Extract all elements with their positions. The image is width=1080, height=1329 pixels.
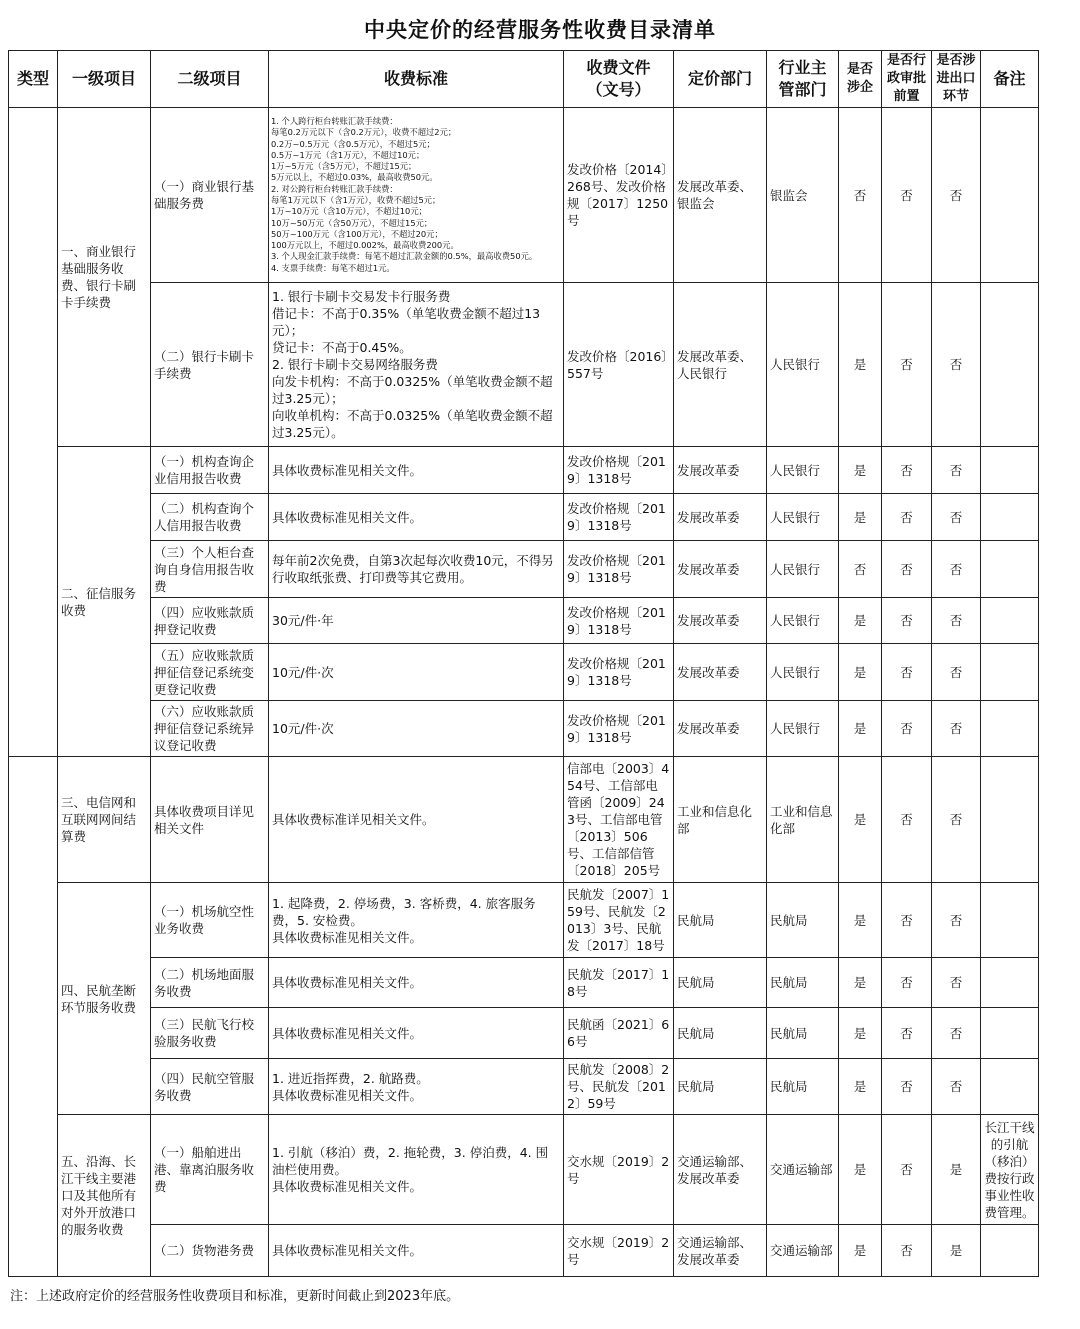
industry-dept-cell: 民航局 [767, 1008, 839, 1059]
import-export-cell: 否 [932, 757, 981, 883]
remark-cell [981, 494, 1039, 541]
import-export-cell: 否 [932, 1059, 981, 1115]
pricing-dept-cell: 民航局 [674, 1008, 767, 1059]
level1-cell: 一、商业银行基础服务收费、银行卡刷卡手续费 [58, 108, 151, 447]
enterprise-cell: 是 [839, 757, 882, 883]
document-cell: 信部电〔2003〕454号、工信部电管函〔2009〕243号、工信部电管〔2013〕506号、工信部信管〔2018〕205号 [564, 757, 674, 883]
approval-cell: 否 [882, 701, 932, 757]
pricing-dept-cell: 发展改革委 [674, 598, 767, 644]
table-row [9, 644, 1039, 701]
level2-cell: （一）商业银行基础服务费 [151, 108, 269, 283]
industry-dept-cell: 交通运输部 [767, 1115, 839, 1225]
table-row [9, 494, 1039, 541]
document-cell: 发改价格规〔2019〕1318号 [564, 644, 674, 701]
level2-cell: （二）机构查询个人信用报告收费 [151, 494, 269, 541]
header-pricing-dept: 定价部门 [674, 51, 767, 108]
table-row [9, 598, 1039, 644]
approval-cell: 否 [882, 1059, 932, 1115]
standard-cell: 每年前2次免费，自第3次起每次收费10元，不得另行收取纸张费、打印费等其它费用。 [269, 541, 564, 598]
standard-cell: 具体收费标准详见相关文件。 [269, 757, 564, 883]
enterprise-cell: 是 [839, 1008, 882, 1059]
industry-dept-cell: 人民银行 [767, 283, 839, 447]
level2-cell: （四）应收账款质押登记收费 [151, 598, 269, 644]
import-export-cell: 否 [932, 1008, 981, 1059]
pricing-dept-cell: 发展改革委 [674, 447, 767, 494]
pricing-dept-cell: 发展改革委、人民银行 [674, 283, 767, 447]
import-export-cell: 否 [932, 701, 981, 757]
industry-dept-cell: 人民银行 [767, 494, 839, 541]
enterprise-cell: 是 [839, 958, 882, 1008]
remark-cell [981, 883, 1039, 958]
header-industry-dept: 行业主 管部门 [767, 51, 839, 108]
enterprise-cell: 是 [839, 283, 882, 447]
standard-cell: 10元/件·次 [269, 701, 564, 757]
enterprise-cell: 是 [839, 883, 882, 958]
table-row [9, 701, 1039, 757]
standard-cell: 具体收费标准见相关文件。 [269, 447, 564, 494]
level2-cell: （二）货物港务费 [151, 1225, 269, 1277]
approval-cell: 否 [882, 447, 932, 494]
remark-cell [981, 1225, 1039, 1277]
level2-cell: （一）机场航空性业务收费 [151, 883, 269, 958]
document-cell: 发改价格〔2014〕268号、发改价格规〔2017〕1250号 [564, 108, 674, 283]
page-title: 中央定价的经营服务性收费目录清单 [364, 18, 716, 42]
standard-cell: 1. 个人跨行柜台转账汇款手续费： 每笔0.2万元以下（含0.2万元），收费不超过2元； 0.2万~0.5万元（含0.5万元），不超过5元； 0.5万~1万元（含1万元），不超过10元； 1万~5万元（含5万元），不超过15元； 5万元以上，不超过0.03%，最高收费50元。 2. 对公跨行柜台转账汇款手续费： 每笔1万元以下（含1万元），收费不超过5元； 1万~10万元（含10万元），不超过10元； 10万~50万元（含50万元），不超过15元； 50万~100万元（含100万元），不超过20元； 100万元以上，不超过0.002%，最高收费200元。 3. 个人现金汇款手续费：每笔不超过汇款金额的0.5%，最高收费50元。 4. 支票手续费：每笔不超过1元。 [269, 108, 564, 283]
industry-dept-cell: 交通运输部 [767, 1225, 839, 1277]
approval-cell: 否 [882, 108, 932, 283]
enterprise-cell: 否 [839, 541, 882, 598]
document-cell: 民航发〔2007〕159号、民航发〔2013〕3号、民航发〔2017〕18号 [564, 883, 674, 958]
level2-cell: （六）应收账款质押征信登记系统异议登记收费 [151, 701, 269, 757]
table-row [9, 1115, 1039, 1225]
table-row [9, 447, 1039, 494]
standard-cell: 具体收费标准见相关文件。 [269, 1225, 564, 1277]
enterprise-cell: 是 [839, 1115, 882, 1225]
remark-cell [981, 644, 1039, 701]
remark-cell [981, 1008, 1039, 1059]
level1-cell: 五、沿海、长江干线主要港口及其他所有对外开放港口的服务收费 [58, 1115, 151, 1277]
header-approval: 是否行 政审批 前置 [882, 51, 932, 108]
header-standard: 收费标准 [269, 51, 564, 108]
pricing-dept-cell: 发展改革委 [674, 494, 767, 541]
approval-cell: 否 [882, 958, 932, 1008]
enterprise-cell: 是 [839, 644, 882, 701]
level2-cell: （四）民航空管服务收费 [151, 1059, 269, 1115]
level2-cell: 具体收费项目详见相关文件 [151, 757, 269, 883]
remark-cell [981, 108, 1039, 283]
document-cell: 民航发〔2017〕18号 [564, 958, 674, 1008]
table-row [9, 1225, 1039, 1277]
industry-dept-cell: 工业和信息化部 [767, 757, 839, 883]
industry-dept-cell: 银监会 [767, 108, 839, 283]
header-row [9, 51, 1039, 108]
enterprise-cell: 是 [839, 447, 882, 494]
document-cell: 发改价格〔2016〕557号 [564, 283, 674, 447]
standard-cell: 10元/件·次 [269, 644, 564, 701]
industry-dept-cell: 民航局 [767, 1059, 839, 1115]
import-export-cell: 是 [932, 1225, 981, 1277]
pricing-dept-cell: 发展改革委 [674, 541, 767, 598]
approval-cell: 否 [882, 757, 932, 883]
level2-cell: （二）机场地面服务收费 [151, 958, 269, 1008]
industry-dept-cell: 人民银行 [767, 447, 839, 494]
pricing-dept-cell: 交通运输部、发展改革委 [674, 1225, 767, 1277]
enterprise-cell: 是 [839, 701, 882, 757]
header-import-export: 是否涉 进出口 环节 [932, 51, 981, 108]
header-type: 类型 [9, 51, 58, 108]
type-cell [9, 108, 58, 757]
remark-cell: 长江干线的引航（移泊）费按行政事业性收费管理。 [981, 1115, 1039, 1225]
standard-cell: 具体收费标准见相关文件。 [269, 958, 564, 1008]
remark-cell [981, 283, 1039, 447]
remark-cell [981, 757, 1039, 883]
industry-dept-cell: 人民银行 [767, 598, 839, 644]
table-row [9, 883, 1039, 958]
import-export-cell: 否 [932, 883, 981, 958]
level1-cell: 二、征信服务收费 [58, 447, 151, 757]
header-level2: 二级项目 [151, 51, 269, 108]
remark-cell [981, 701, 1039, 757]
import-export-cell: 否 [932, 494, 981, 541]
pricing-dept-cell: 民航局 [674, 958, 767, 1008]
pricing-dept-cell: 交通运输部、发展改革委 [674, 1115, 767, 1225]
remark-cell [981, 1059, 1039, 1115]
level1-cell: 四、民航垄断环节服务收费 [58, 883, 151, 1115]
enterprise-cell: 是 [839, 494, 882, 541]
remark-cell [981, 958, 1039, 1008]
enterprise-cell: 否 [839, 108, 882, 283]
document-cell: 民航发〔2008〕2号、民航发〔2012〕59号 [564, 1059, 674, 1115]
industry-dept-cell: 民航局 [767, 883, 839, 958]
type-cell [9, 757, 58, 1277]
approval-cell: 否 [882, 598, 932, 644]
standard-cell: 1. 银行卡刷卡交易发卡行服务费 借记卡：不高于0.35%（单笔收费金额不超过13元）； 贷记卡：不高于0.45%。 2. 银行卡刷卡交易网络服务费 向发卡机构：不高于0.0325%（单笔收费金额不超过3.25元）； 向收单机构：不高于0.0325%（单笔收费金额不超过3.25元）。 [269, 283, 564, 447]
table-row [9, 283, 1039, 447]
import-export-cell: 否 [932, 283, 981, 447]
table-row [9, 1008, 1039, 1059]
pricing-dept-cell: 发展改革委 [674, 701, 767, 757]
standard-cell: 30元/件·年 [269, 598, 564, 644]
import-export-cell: 否 [932, 541, 981, 598]
pricing-dept-cell: 民航局 [674, 1059, 767, 1115]
level2-cell: （二）银行卡刷卡手续费 [151, 283, 269, 447]
enterprise-cell: 是 [839, 598, 882, 644]
enterprise-cell: 是 [839, 1225, 882, 1277]
header-document: 收费文件 （文号） [564, 51, 674, 108]
approval-cell: 否 [882, 1225, 932, 1277]
import-export-cell: 否 [932, 958, 981, 1008]
import-export-cell: 否 [932, 108, 981, 283]
remark-cell [981, 447, 1039, 494]
level2-cell: （三）个人柜台查询自身信用报告收费 [151, 541, 269, 598]
pricing-dept-cell: 发展改革委 [674, 644, 767, 701]
pricing-dept-cell: 发展改革委、银监会 [674, 108, 767, 283]
approval-cell: 否 [882, 541, 932, 598]
level2-cell: （五）应收账款质押征信登记系统变更登记收费 [151, 644, 269, 701]
import-export-cell: 是 [932, 1115, 981, 1225]
table-row [9, 1059, 1039, 1115]
import-export-cell: 否 [932, 644, 981, 701]
import-export-cell: 否 [932, 598, 981, 644]
pricing-dept-cell: 工业和信息化部 [674, 757, 767, 883]
standard-cell: 1. 起降费，2. 停场费，3. 客桥费，4. 旅客服务费，5. 安检费。 具体收费标准见相关文件。 [269, 883, 564, 958]
level2-cell: （三）民航飞行校验服务收费 [151, 1008, 269, 1059]
standard-cell: 1. 进近指挥费，2. 航路费。 具体收费标准见相关文件。 [269, 1059, 564, 1115]
table-row [9, 108, 1039, 283]
document-cell: 发改价格规〔2019〕1318号 [564, 447, 674, 494]
approval-cell: 否 [882, 644, 932, 701]
pricing-dept-cell: 民航局 [674, 883, 767, 958]
approval-cell: 否 [882, 1115, 932, 1225]
enterprise-cell: 是 [839, 1059, 882, 1115]
level1-cell: 三、电信网和互联网网间结算费 [58, 757, 151, 883]
approval-cell: 否 [882, 283, 932, 447]
header-remark: 备注 [981, 51, 1039, 108]
standard-cell: 具体收费标准见相关文件。 [269, 494, 564, 541]
industry-dept-cell: 民航局 [767, 958, 839, 1008]
table-row [9, 958, 1039, 1008]
level2-cell: （一）机构查询企业信用报告收费 [151, 447, 269, 494]
document-cell: 发改价格规〔2019〕1318号 [564, 598, 674, 644]
document-cell: 交水规〔2019〕2号 [564, 1115, 674, 1225]
remark-cell [981, 541, 1039, 598]
document-cell: 民航函〔2021〕66号 [564, 1008, 674, 1059]
approval-cell: 否 [882, 1008, 932, 1059]
table-row [9, 757, 1039, 883]
approval-cell: 否 [882, 883, 932, 958]
industry-dept-cell: 人民银行 [767, 701, 839, 757]
level2-cell: （一）船舶进出港、靠离泊服务收费 [151, 1115, 269, 1225]
remark-cell [981, 598, 1039, 644]
standard-cell: 具体收费标准见相关文件。 [269, 1008, 564, 1059]
import-export-cell: 否 [932, 447, 981, 494]
header-enterprise: 是否 涉企 [839, 51, 882, 108]
approval-cell: 否 [882, 494, 932, 541]
standard-cell: 1. 引航（移泊）费，2. 拖轮费，3. 停泊费，4. 围油栏使用费。 具体收费标准见相关文件。 [269, 1115, 564, 1225]
document-cell: 交水规〔2019〕2号 [564, 1225, 674, 1277]
industry-dept-cell: 人民银行 [767, 541, 839, 598]
header-level1: 一级项目 [58, 51, 151, 108]
industry-dept-cell: 人民银行 [767, 644, 839, 701]
footnote: 注：上述政府定价的经营服务性收费项目和标准，更新时间截止到2023年底。 [10, 1289, 460, 1304]
table-row [9, 541, 1039, 598]
document-cell: 发改价格规〔2019〕1318号 [564, 701, 674, 757]
document-cell: 发改价格规〔2019〕1318号 [564, 541, 674, 598]
document-cell: 发改价格规〔2019〕1318号 [564, 494, 674, 541]
fee-catalog-table [8, 50, 1039, 1277]
